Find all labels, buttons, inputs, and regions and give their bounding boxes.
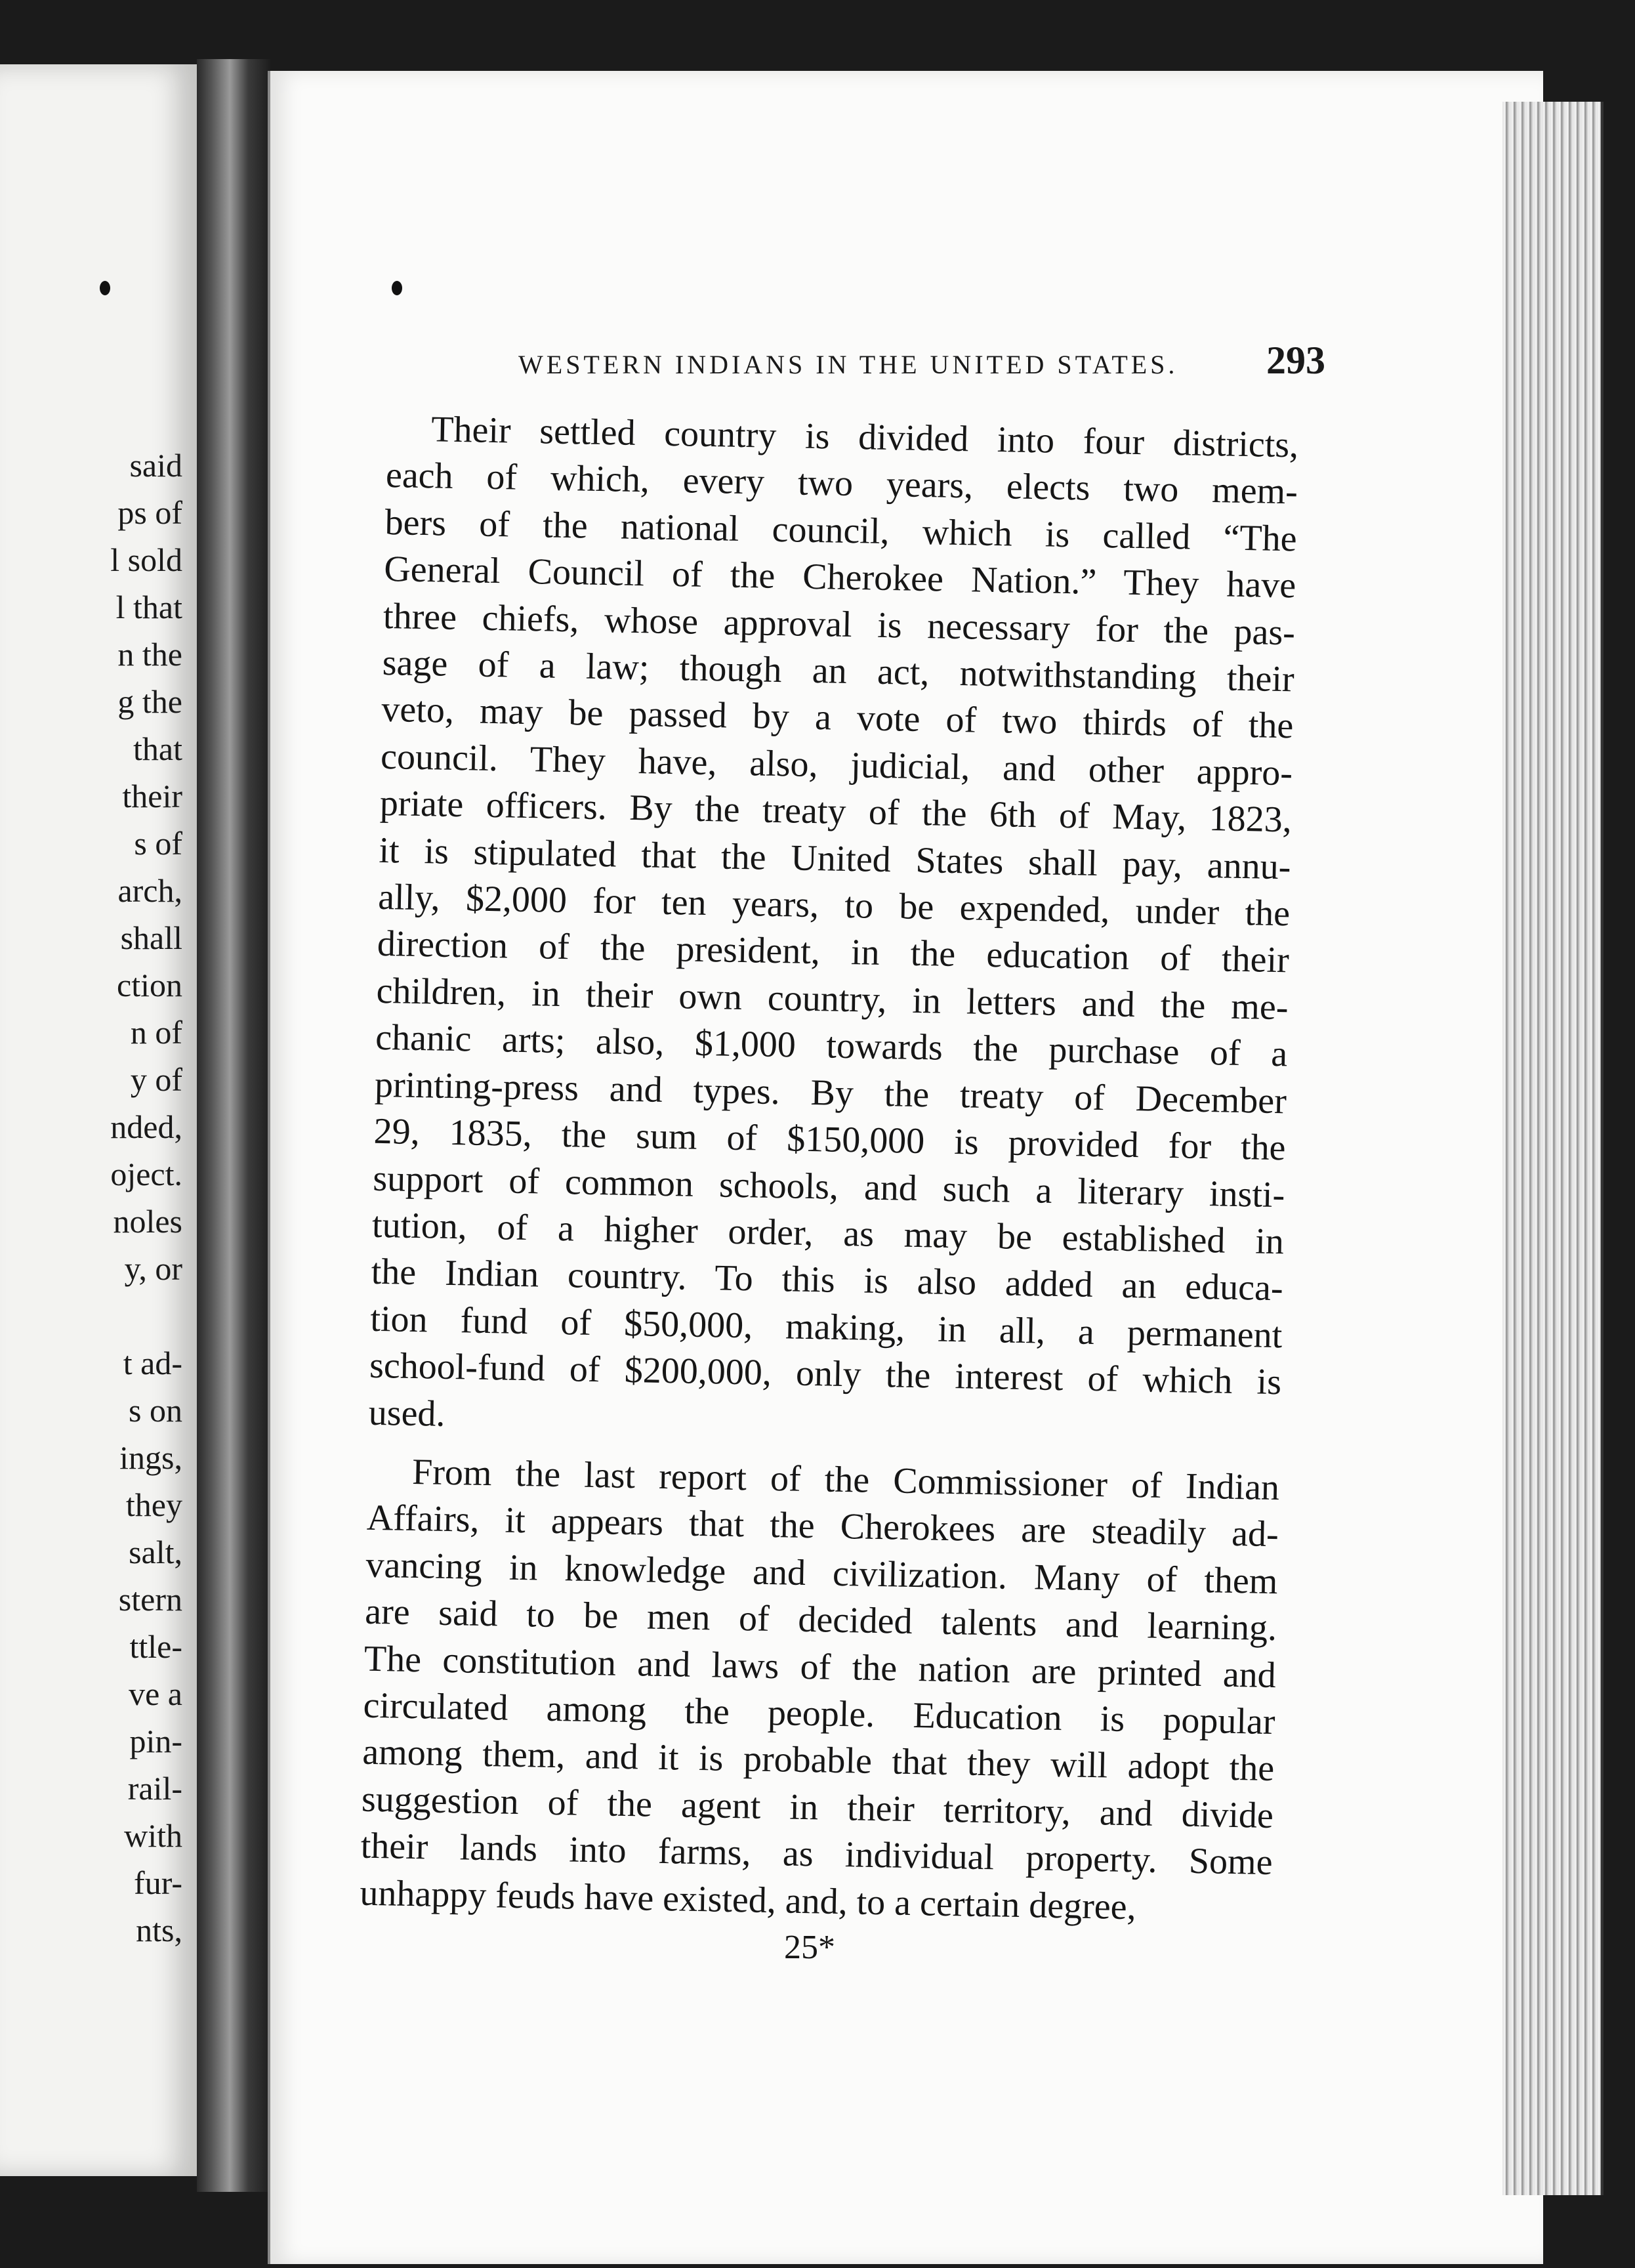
text-line: support of common schools, and such a literary insti- bbox=[372, 1158, 1285, 1215]
text-line: vancing in knowledge and civilization. Many of them bbox=[365, 1544, 1278, 1602]
text-line: tution, of a higher order, as may be established in bbox=[371, 1204, 1285, 1263]
left-page-line: rail- bbox=[127, 1770, 182, 1807]
left-page-line: fur- bbox=[134, 1864, 182, 1901]
left-page-line: that bbox=[133, 730, 182, 767]
left-page-line: l sold bbox=[110, 541, 182, 578]
left-page-line: nded, bbox=[110, 1108, 182, 1145]
text-line: council. They have, also, judicial, and other appro- bbox=[380, 736, 1293, 794]
book-gutter bbox=[197, 59, 270, 2192]
text-line: it is stipulated that the United States shall pay, annu- bbox=[379, 830, 1291, 888]
text-line: priate officers. By the treaty of the 6th of May, 1823, bbox=[379, 783, 1293, 841]
text-line: used. bbox=[368, 1392, 446, 1435]
text-line: Affairs, it appears that the Cherokees are steadily ad- bbox=[366, 1498, 1279, 1555]
text-line: chanic arts; also, $1,000 towards the purchase of a bbox=[375, 1017, 1288, 1075]
text-line: tion fund of $50,000, making, in all, a permanent bbox=[369, 1298, 1283, 1356]
left-page-line: ps of bbox=[117, 494, 182, 531]
left-page-line: n of bbox=[130, 1014, 182, 1051]
text-line: children, in their own country, in letters and the me- bbox=[376, 970, 1289, 1028]
text-line: sage of a law; though an act, notwithstanding their bbox=[382, 642, 1295, 700]
left-page-line: y of bbox=[130, 1061, 182, 1098]
left-page-line: shall bbox=[120, 919, 182, 956]
left-page-line: with bbox=[124, 1817, 182, 1854]
body-text bbox=[360, 406, 1299, 1933]
text-line: printing-press and types. By the treaty of December bbox=[374, 1064, 1287, 1122]
text-line: The constitution and laws of the nation are printed and bbox=[363, 1638, 1277, 1696]
left-page-line: l that bbox=[115, 589, 182, 625]
text-line: circulated among the people. Education is popular bbox=[363, 1685, 1276, 1743]
text-line: the Indian country. To this is also added an educa- bbox=[371, 1251, 1284, 1309]
page-header bbox=[518, 338, 1325, 383]
left-page-line: g the bbox=[117, 683, 182, 720]
text-line: unhappy feuds have existed, and, to a certain degree, bbox=[359, 1872, 1137, 1927]
left-page-line: n the bbox=[117, 636, 182, 673]
text-line: bers of the national council, which is called “The bbox=[384, 501, 1298, 560]
ink-speck bbox=[100, 281, 110, 295]
left-page-line: s on bbox=[129, 1392, 182, 1429]
text-line: direction of the president, in the education of their bbox=[377, 923, 1290, 981]
paragraph bbox=[368, 406, 1299, 1453]
running-head: WESTERN INDIANS IN THE UNITED STATES. bbox=[518, 350, 1178, 379]
paragraph bbox=[360, 1448, 1280, 1933]
left-page bbox=[0, 64, 201, 2176]
text-line: From the last report of the Commissioner of Indian bbox=[411, 1451, 1280, 1509]
left-page-line: ings, bbox=[119, 1439, 182, 1476]
text-line: veto, may be passed by a vote of two thirds of the bbox=[381, 689, 1294, 747]
text-line: each of which, every two years, elects two mem- bbox=[385, 455, 1298, 513]
left-page-line: they bbox=[125, 1486, 182, 1523]
page-number: 293 bbox=[1266, 339, 1325, 382]
text-line: school-fund of $200,000, only the interest of which is bbox=[369, 1345, 1282, 1403]
text-line: General Council of the Cherokee Nation.” They have bbox=[383, 549, 1296, 606]
left-page-line: t ad- bbox=[123, 1345, 182, 1381]
left-page-line: s of bbox=[134, 825, 182, 862]
left-page-line: ttle- bbox=[129, 1628, 182, 1665]
left-page-line: salt, bbox=[129, 1534, 182, 1570]
page-edges bbox=[1502, 102, 1604, 2195]
text-line: among them, and it is probable that they will adopt the bbox=[362, 1732, 1275, 1790]
left-page-line: oject. bbox=[110, 1156, 182, 1192]
left-page-line: arch, bbox=[117, 872, 182, 909]
text-line: their lands into farms, as individual property. Some bbox=[360, 1825, 1273, 1883]
left-page-line: nts, bbox=[136, 1912, 182, 1948]
left-page-line: pin- bbox=[129, 1723, 182, 1759]
text-line: suggestion of the agent in their territory, and divide bbox=[361, 1778, 1274, 1836]
left-page-line: said bbox=[129, 447, 182, 484]
left-page-line: y, or bbox=[124, 1250, 182, 1287]
left-page-line: ction bbox=[117, 967, 182, 1003]
left-page-line: stern bbox=[118, 1581, 182, 1618]
left-page-line: noles bbox=[113, 1203, 182, 1240]
text-line: are said to be men of decided talents and learning. bbox=[364, 1591, 1277, 1649]
ink-speck bbox=[392, 281, 402, 295]
text-line: three chiefs, whose approval is necessary for the pas- bbox=[383, 595, 1296, 654]
text-line: ally, $2,000 for ten years, to be expended, under the bbox=[377, 876, 1291, 934]
signature-mark: 25* bbox=[784, 1929, 835, 1966]
text-line: 29, 1835, the sum of $150,000 is provided for the bbox=[373, 1110, 1287, 1169]
text-line: Their settled country is divided into four districts, bbox=[430, 409, 1299, 466]
left-page-line: their bbox=[122, 778, 182, 814]
left-page-line: ve a bbox=[129, 1675, 182, 1712]
